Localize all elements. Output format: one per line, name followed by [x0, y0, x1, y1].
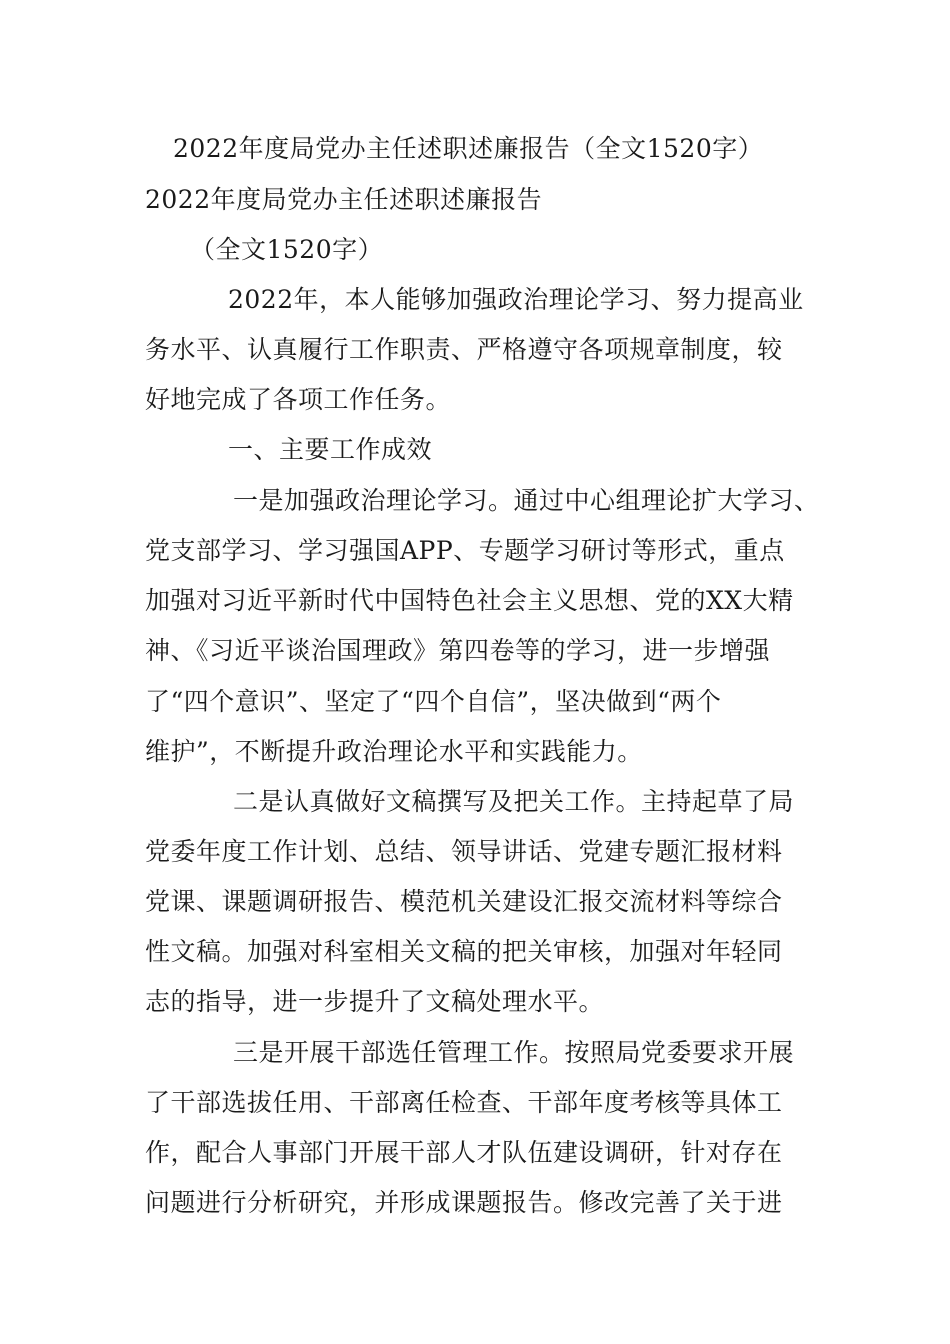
paragraph-line: 一是加强政治理论学习。通过中心组理论扩大学习、: [233, 486, 820, 515]
document-subtitle: 2022年度局党办主任述职述廉报告: [145, 185, 543, 214]
paragraph-line: 了干部选拔任用、干部离任检查、干部年度考核等具体工: [145, 1088, 783, 1117]
paragraph-line: 作，配合人事部门开展干部人才队伍建设调研，针对存在: [145, 1138, 783, 1167]
section-heading: 一、主要工作成效: [228, 435, 433, 464]
paragraph-line: 加强对习近平新时代中国特色社会主义思想、党的XX大精: [145, 586, 794, 615]
paragraph-line: 了“四个意识”、坚定了“四个自信”，坚决做到“两个: [145, 687, 722, 716]
paragraph-line: 党课、课题调研报告、模范机关建设汇报交流材料等综合: [145, 887, 783, 916]
paragraph-line: 务水平、认真履行工作职责、严格遵守各项规章制度，较: [145, 335, 783, 364]
paragraph-line: 2022年，本人能够加强政治理论学习、努力提高业: [228, 285, 804, 314]
paragraph-line: 问题进行分析研究，并形成课题报告。修改完善了关于进: [145, 1188, 783, 1217]
document-note: （全文1520字）: [190, 235, 384, 264]
paragraph-line: 志的指导，进一步提升了文稿处理水平。: [145, 987, 605, 1016]
paragraph-line: 党委年度工作计划、总结、领导讲话、党建专题汇报材料: [145, 837, 783, 866]
paragraph-line: 性文稿。加强对科室相关文稿的把关审核，加强对年轻同: [145, 937, 783, 966]
paragraph-line: 神、《习近平谈治国理政》第四卷等的学习，进一步增强: [145, 636, 771, 665]
paragraph-line: 党支部学习、学习强国APP、专题学习研讨等形式，重点: [145, 536, 785, 565]
paragraph-line: 三是开展干部选任管理工作。按照局党委要求开展: [233, 1038, 795, 1067]
paragraph-line: 维护”，不断提升政治理论水平和实践能力。: [145, 737, 643, 766]
paragraph-line: 二是认真做好文稿撰写及把关工作。主持起草了局: [233, 787, 795, 816]
document-title: 2022年度局党办主任述职述廉报告（全文1520字）: [173, 134, 764, 163]
paragraph-line: 好地完成了各项工作任务。: [145, 385, 452, 414]
